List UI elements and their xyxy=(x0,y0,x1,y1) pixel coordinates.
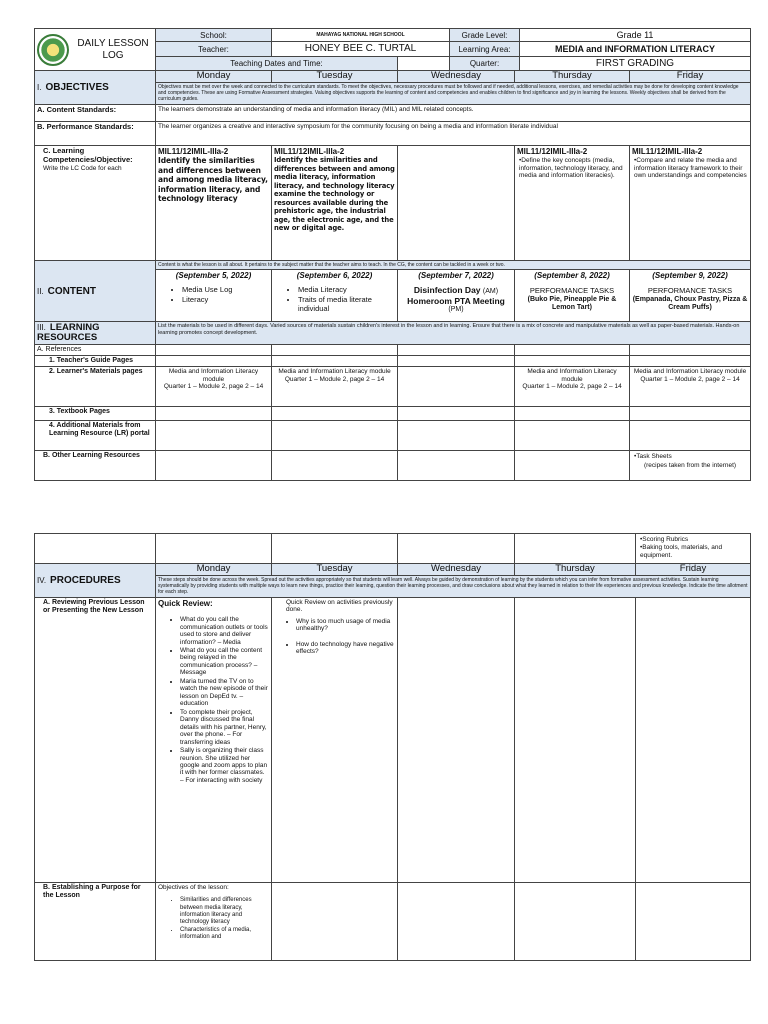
day-monday: Monday xyxy=(156,71,272,83)
lc-tuesday-text: Identify the similarities and differences between and among media literacy, information literacy, and technology literacy examine the technology or resources available during the prehistoric age, the industrial age, the electronic age, and the new or digital age. xyxy=(274,156,395,233)
dll-page-1 xyxy=(34,28,751,481)
lm-tuesday xyxy=(272,367,398,407)
proc-a-tuesday xyxy=(272,597,398,882)
proc-a-wednesday xyxy=(398,597,515,882)
day-tuesday: Tuesday xyxy=(272,71,398,83)
content-wednesday-line1: Disinfection Day xyxy=(413,285,481,296)
resources-roman: III. xyxy=(37,323,46,333)
p2-friday-list xyxy=(640,536,748,559)
p2-friday-item: • Baking tools, materials, and equipment. xyxy=(640,544,748,559)
lc-thursday xyxy=(515,146,630,261)
proc-a-monday-title: Quick Review: xyxy=(158,598,213,608)
p2-day-thursday: Thursday xyxy=(515,564,636,576)
lm-thursday-line1: Media and Information Literacy module xyxy=(527,368,617,383)
p2-top-wednesday xyxy=(398,534,515,564)
lc-tuesday xyxy=(272,146,398,261)
proc-a-monday xyxy=(156,597,272,882)
lm-monday xyxy=(156,367,272,407)
additional-wednesday xyxy=(398,421,515,451)
textbook-thursday xyxy=(515,407,630,421)
tg-wednesday xyxy=(398,356,515,367)
content-tuesday-item: • Traits of media literate individual xyxy=(298,296,395,313)
performance-standards-text: The learner organizes a creative and interactive symposium for the community focusing on being a media and information literate individual xyxy=(156,122,751,146)
content-tuesday-item: • Media Literacy xyxy=(298,286,395,295)
area-value: MEDIA and INFORMATION LITERACY xyxy=(520,42,751,57)
additional-tuesday xyxy=(272,421,398,451)
content-friday-date: (September 9, 2022) xyxy=(652,271,728,281)
other-friday-item: • Task Sheets xyxy=(634,453,748,460)
resources-title: LEARNING RESOURCES xyxy=(37,322,100,344)
objectives-heading xyxy=(35,71,156,105)
proc-b-tuesday xyxy=(272,882,398,960)
textbook-label: 3. Textbook Pages xyxy=(35,407,156,421)
lm-monday-line2: Quarter 1 – Module 2, page 2 – 14 xyxy=(163,383,264,391)
proc-a-monday-list xyxy=(176,616,269,784)
proc-b-monday xyxy=(156,882,272,960)
tg-thursday xyxy=(515,356,630,367)
lm-monday-line1: Media and Information Literacy module xyxy=(168,368,259,383)
content-friday-line1: PERFORMANCE TASKS xyxy=(647,286,733,296)
textbook-friday xyxy=(630,407,751,421)
doc-title-line-2: LOG xyxy=(102,49,124,61)
content-wednesday xyxy=(398,270,515,322)
procedures-note: These steps should be done across the week. Spread out the activities appropriately so that students will learn well. Always be guided by demonstration of learning by the students which you can infer from formative assessment activities. Sustain learning systematically by providing students with multiple ways to learn new things, practice their learning, question their learning processes, and draw conclusions about what they learned in relation to their life experiences and previous knowledge. Indicate the time allotment for each step. xyxy=(156,575,751,597)
day-wednesday: Wednesday xyxy=(398,71,515,83)
additional-monday xyxy=(156,421,272,451)
p2-day-tuesday: Tuesday xyxy=(272,564,398,576)
content-wednesday-date: (September 7, 2022) xyxy=(418,271,494,281)
lm-tuesday-line2: Quarter 1 – Module 2, page 2 – 14 xyxy=(284,375,385,383)
content-standards-label: A. Content Standards: xyxy=(35,105,156,122)
content-friday-line2: (Empanada, Choux Pastry, Pizza & Cream Puffs) xyxy=(632,296,748,312)
dates-value xyxy=(398,56,450,71)
content-monday-list xyxy=(178,286,269,304)
school-label: School: xyxy=(156,29,272,42)
doc-title-line-1: DAILY LESSON xyxy=(77,38,149,50)
lm-thursday xyxy=(515,367,630,407)
textbook-wednesday xyxy=(398,407,515,421)
procedures-heading xyxy=(35,564,156,598)
content-roman: II. xyxy=(37,286,44,296)
lc-monday-text: Identify the similarities and differences between and among media literacy, information literacy, and technology literacy xyxy=(158,156,268,203)
textbook-monday xyxy=(156,407,272,421)
lc-thursday-item: • Define the key concepts (media, information, technology literacy, and media and information literacies). xyxy=(519,157,627,179)
references-label: A. References xyxy=(35,345,156,356)
proc-b-friday xyxy=(636,882,751,960)
resources-heading xyxy=(35,322,156,345)
p2-top-thursday xyxy=(515,534,636,564)
references-thursday xyxy=(515,345,630,356)
p2-top-friday xyxy=(636,534,751,564)
learning-competencies-cell xyxy=(35,146,156,261)
lc-wednesday xyxy=(398,146,515,261)
references-wednesday xyxy=(398,345,515,356)
p2-top-label xyxy=(35,534,156,564)
lc-friday xyxy=(630,146,751,261)
content-thursday-date: (September 8, 2022) xyxy=(534,271,610,281)
proc-b-monday-item: • Characteristics of a media, information and xyxy=(180,927,269,941)
content-tuesday xyxy=(272,270,398,322)
other-friday-note: (recipes taken from the internet) xyxy=(643,461,737,469)
references-tuesday xyxy=(272,345,398,356)
p2-top-monday xyxy=(156,534,272,564)
proc-a-tuesday-list xyxy=(292,618,395,656)
dates-label: Teaching Dates and Time: xyxy=(156,56,398,71)
other-tuesday xyxy=(272,451,398,481)
proc-a-monday-item: • Maria turned the TV on to watch the new episode of their lesson on DepEd tv. – education xyxy=(180,678,269,708)
lc-friday-code: MIL11/12IMIL-IIIa-2 xyxy=(632,147,703,157)
proc-b-monday-title: Objectives of the lesson: xyxy=(158,883,229,891)
learners-materials-label: 2. Learner's Materials pages xyxy=(35,367,156,407)
teachers-guide-label: 1. Teacher's Guide Pages xyxy=(35,356,156,367)
proc-a-monday-item: • To complete their project, Danny discussed the final details with his partner, Henry, over the phone. – For transferring ideas xyxy=(180,709,269,746)
content-thursday-line2: (Buko Pie, Pineapple Pie & Lemon Tart) xyxy=(527,296,617,312)
proc-a-friday xyxy=(636,597,751,882)
lc-friday-list xyxy=(634,157,748,179)
teacher-value: HONEY BEE C. TURTAL xyxy=(272,42,450,57)
performance-standards-label: B. Performance Standards: xyxy=(35,122,156,146)
lm-friday xyxy=(630,367,751,407)
area-label: Learning Area: xyxy=(450,42,520,57)
additional-thursday xyxy=(515,421,630,451)
quarter-value: FIRST GRADING xyxy=(520,56,751,71)
other-friday xyxy=(630,451,751,481)
lm-friday-line2: Quarter 1 – Module 2, page 2 – 14 xyxy=(640,375,740,383)
proc-b-monday-item: • Similarities and differences between media literacy, information literacy and technology literacy xyxy=(180,897,269,926)
resources-note: List the materials to be used in different days. Varied sources of materials sustain children's interest in the lesson and in learning. Ensure that there is a mix of concrete and manipulative materials as well as paper-based materials. Hands-on learning promotes concept development. xyxy=(156,322,751,345)
other-monday xyxy=(156,451,272,481)
additional-materials-label: 4. Additional Materials from Learning Resource (LR) portal xyxy=(35,421,156,451)
p2-top-tuesday xyxy=(272,534,398,564)
proc-b-monday-list xyxy=(176,897,269,941)
lm-wednesday xyxy=(398,367,515,407)
day-friday: Friday xyxy=(630,71,751,83)
other-friday-list xyxy=(634,453,748,460)
content-thursday xyxy=(515,270,630,322)
p2-friday-item: • Scoring Rubrics xyxy=(640,536,748,543)
proc-a-tuesday-title: Quick Review on activities previously done. xyxy=(286,598,393,614)
lc-tuesday-code: MIL11/12IMIL-IIIa-2 xyxy=(274,147,345,157)
objectives-note: Objectives must be met over the week and connected to the curriculum standards. To meet the objectives, necessary procedures must be followed and if needed, additional lessons, exercises, and remedial activities may be done for developing content knowledge and competencies. These are using Formative Assessment strategies. Valuing objectives supports the learning of content and competencies and enables children to find significance and joy in learning the lessons. Weekly objectives shall be derived from the curriculum guides. xyxy=(156,83,751,105)
content-monday-item: • Media Use Log xyxy=(182,286,269,295)
objectives-roman: I. xyxy=(37,83,42,93)
tg-tuesday xyxy=(272,356,398,367)
proc-a-tuesday-item: • Why is too much usage of media unhealthy? xyxy=(296,618,395,633)
grade-value: Grade 11 xyxy=(520,29,751,42)
learning-competencies-sub: Write the LC Code for each xyxy=(43,164,122,172)
references-friday xyxy=(630,345,751,356)
quarter-label: Quarter: xyxy=(450,56,520,71)
content-standards-text: The learners demonstrate an understanding of media and information literacy (MIL) and MIL related concepts. xyxy=(156,105,751,122)
proc-a-tuesday-item: • How do technology have negative effects? xyxy=(296,641,395,656)
proc-b-label: B. Establishing a Purpose for the Lesson xyxy=(35,882,156,960)
content-monday-item: • Literacy xyxy=(182,296,269,305)
other-wednesday xyxy=(398,451,515,481)
school-seal-icon xyxy=(37,34,69,66)
content-tuesday-list xyxy=(294,286,395,313)
learning-competencies-label: C. Learning Competencies/Objective: xyxy=(43,146,133,164)
procedures-title: PROCEDURES xyxy=(50,574,121,586)
content-wednesday-line3: (PM) xyxy=(448,306,464,314)
proc-a-monday-item: • What do you call the content being relayed in the communication process? – Message xyxy=(180,647,269,677)
doc-title-cell xyxy=(35,29,156,71)
tg-monday xyxy=(156,356,272,367)
proc-b-wednesday xyxy=(398,882,515,960)
proc-a-monday-item: • What do you call the communication outlets or tools used to store and deliver information? – Media xyxy=(180,616,269,646)
school-value: MAHAYAG NATIONAL HIGH SCHOOL xyxy=(272,29,450,42)
content-note: Content is what the lesson is all about. It pertains to the subject matter that the teacher aims to teach. In the CG, the content can be tackled in a week or two. xyxy=(156,261,751,270)
additional-friday xyxy=(630,421,751,451)
other-thursday xyxy=(515,451,630,481)
content-wednesday-line1-suffix: (AM) xyxy=(482,288,499,296)
content-heading xyxy=(35,261,156,322)
procedures-roman: IV. xyxy=(37,575,47,585)
content-wednesday-line2: Homeroom PTA Meeting xyxy=(407,295,505,306)
lc-monday-code: MIL11/12IMIL-IIIa-2 xyxy=(158,147,229,157)
proc-a-label: A. Reviewing Previous Lesson or Presenting the New Lesson xyxy=(35,597,156,882)
tg-friday xyxy=(630,356,751,367)
p2-day-wednesday: Wednesday xyxy=(398,564,515,576)
lm-thursday-line2: Quarter 1 – Module 2, page 2 – 14 xyxy=(522,383,622,391)
lm-tuesday-line1: Media and Information Literacy module xyxy=(278,368,391,376)
proc-a-thursday xyxy=(515,597,636,882)
objectives-title: OBJECTIVES xyxy=(45,82,109,94)
references-monday xyxy=(156,345,272,356)
dll-page-2 xyxy=(34,533,751,961)
lc-monday xyxy=(156,146,272,261)
content-friday xyxy=(630,270,751,322)
proc-a-monday-item: • Sally is organizing their class reunion. She utilized her google and zoom apps to plan it with her former classmates. – For interacting with society xyxy=(180,747,269,784)
textbook-tuesday xyxy=(272,407,398,421)
p2-day-monday: Monday xyxy=(156,564,272,576)
lc-thursday-code: MIL11/12IMIL-IIIa-2 xyxy=(517,147,588,157)
content-tuesday-date: (September 6, 2022) xyxy=(296,271,373,281)
lm-friday-line1: Media and Information Literacy module xyxy=(633,368,747,376)
grade-label: Grade Level: xyxy=(450,29,520,42)
lc-friday-item: • Compare and relate the media and information literacy framework to their own understandings and competencies xyxy=(634,157,748,179)
content-title: CONTENT xyxy=(47,285,97,297)
day-thursday: Thursday xyxy=(515,71,630,83)
content-monday xyxy=(156,270,272,322)
teacher-label: Teacher: xyxy=(156,42,272,57)
p2-day-friday: Friday xyxy=(636,564,751,576)
proc-b-thursday xyxy=(515,882,636,960)
other-resources-label: B. Other Learning Resources xyxy=(35,451,156,481)
content-thursday-line1: PERFORMANCE TASKS xyxy=(529,286,615,296)
lc-thursday-list xyxy=(519,157,627,179)
content-monday-date: (September 5, 2022) xyxy=(175,271,252,281)
